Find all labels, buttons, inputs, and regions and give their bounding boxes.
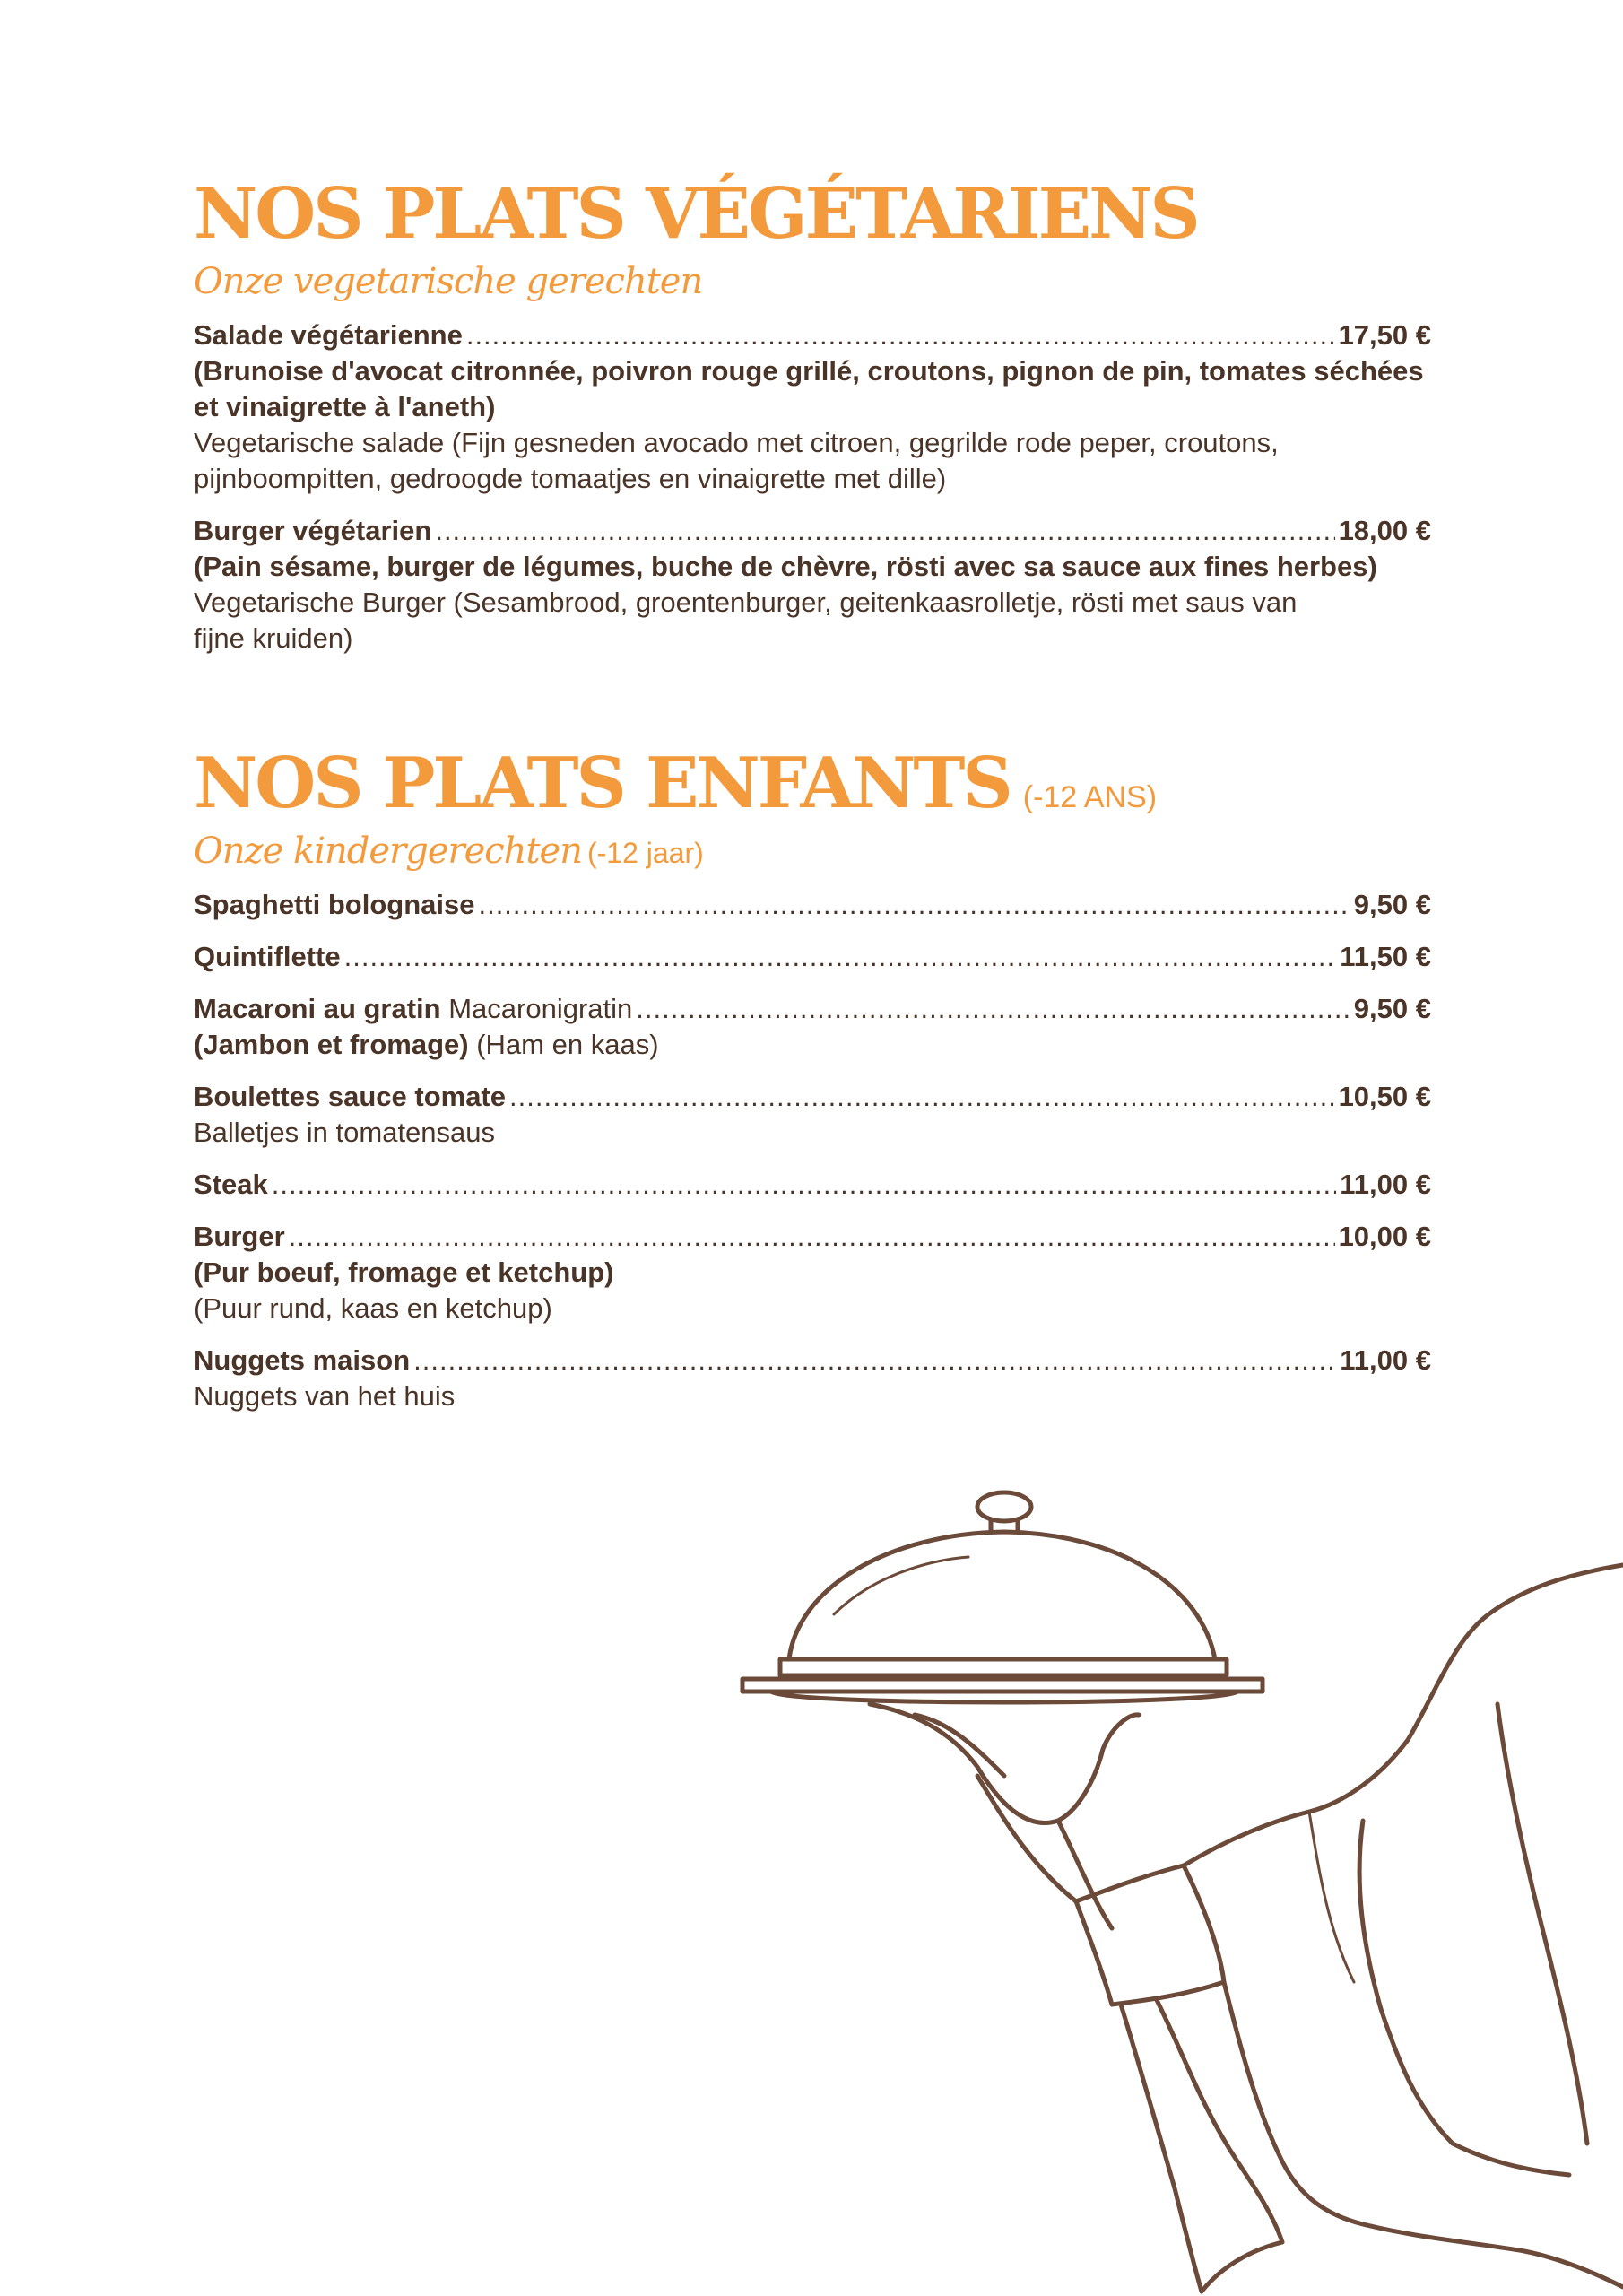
- menu-item: [194, 1343, 1431, 1414]
- menu-item: [194, 991, 1431, 1063]
- item-price: 9,50 €: [1353, 889, 1431, 920]
- item-price: 11,00 €: [1340, 1169, 1431, 1200]
- dot-leader: [413, 1343, 1336, 1378]
- item-name: [194, 991, 632, 1027]
- item-name: Burger végétarien: [194, 515, 432, 546]
- menu-item: [194, 939, 1431, 975]
- menu-item: [194, 887, 1431, 923]
- item-price: 9,50 €: [1353, 993, 1431, 1024]
- dot-leader: [435, 513, 1334, 549]
- waiter-cloche-illustration: [735, 1480, 1623, 2296]
- menu-item: [194, 1079, 1431, 1151]
- menu-item: [194, 1219, 1431, 1326]
- item-description-nl: Vegetarische Burger (Sesambrood, groentenburger, geitenkaasrolletje, rösti met saus van fijne kruiden): [194, 587, 1298, 654]
- menu-item: [194, 317, 1431, 497]
- item-description-nl: (Puur rund, kaas en ketchup): [194, 1292, 552, 1324]
- dot-leader: [272, 1167, 1337, 1203]
- kids-subtitle: [194, 831, 1431, 871]
- item-name-fr: Macaroni au gratin: [194, 993, 441, 1024]
- dot-leader: [289, 1219, 1335, 1255]
- kids-title-age: (-12 ANS): [1022, 780, 1158, 814]
- item-name: Boulettes sauce tomate: [194, 1081, 506, 1112]
- dot-leader: [344, 939, 1337, 975]
- item-description-fr: (Jambon et fromage): [194, 1029, 469, 1060]
- item-price: 11,00 €: [1340, 1344, 1431, 1376]
- item-description-fr: (Brunoise d'avocat citronnée, poivron rouge grillé, croutons, pignon de pin, tomates séchées et vinaigrette à l'aneth): [194, 355, 1424, 422]
- kids-subtitle-text: Onze kindergerechten: [194, 831, 582, 872]
- item-price: 10,50 €: [1338, 1081, 1431, 1112]
- vegetarian-section: [194, 173, 1431, 673]
- kids-section: [194, 743, 1431, 1431]
- item-description-nl: Vegetarische salade (Fijn gesneden avocado met citroen, gegrilde rode peper, croutons, pijnboompitten, gedroogde tomaatjes en vinaigrette met dille): [194, 427, 1279, 494]
- vegetarian-subtitle: Onze vegetarische gerechten: [194, 261, 703, 302]
- kids-title-text: NOS PLATS ENFANTS: [194, 743, 1011, 824]
- dot-leader: [478, 887, 1350, 923]
- dot-leader: [636, 991, 1350, 1027]
- kids-title: [194, 743, 1431, 824]
- item-description-nl: Balletjes in tomatensaus: [194, 1117, 496, 1148]
- vegetarian-title: NOS PLATS VÉGÉTARIENS: [194, 173, 1198, 255]
- dot-leader: [466, 317, 1335, 353]
- item-price: 10,00 €: [1338, 1221, 1431, 1252]
- item-description-nl: (Ham en kaas): [476, 1029, 659, 1060]
- item-name: Steak: [194, 1169, 268, 1200]
- item-description-nl: Nuggets van het huis: [194, 1380, 456, 1412]
- item-price: 17,50 €: [1338, 319, 1431, 351]
- item-price: 11,50 €: [1340, 941, 1431, 972]
- menu-item: [194, 1167, 1431, 1203]
- item-name: Spaghetti bolognaise: [194, 889, 475, 920]
- item-name: Nuggets maison: [194, 1344, 411, 1376]
- dot-leader: [509, 1079, 1335, 1115]
- item-description-fr: (Pur boeuf, fromage et ketchup): [194, 1257, 614, 1288]
- menu-item: [194, 513, 1431, 657]
- item-description: [194, 1027, 1431, 1063]
- item-name-nl: Macaronigratin: [448, 993, 633, 1024]
- item-name: Salade végétarienne: [194, 319, 463, 351]
- item-description-fr: (Pain sésame, burger de légumes, buche de chèvre, rösti avec sa sauce aux fines herbes): [194, 551, 1377, 582]
- item-name: Burger: [194, 1221, 285, 1252]
- kids-subtitle-age: (-12 jaar): [586, 837, 704, 869]
- item-name: Quintiflette: [194, 941, 341, 972]
- item-price: 18,00 €: [1338, 515, 1431, 546]
